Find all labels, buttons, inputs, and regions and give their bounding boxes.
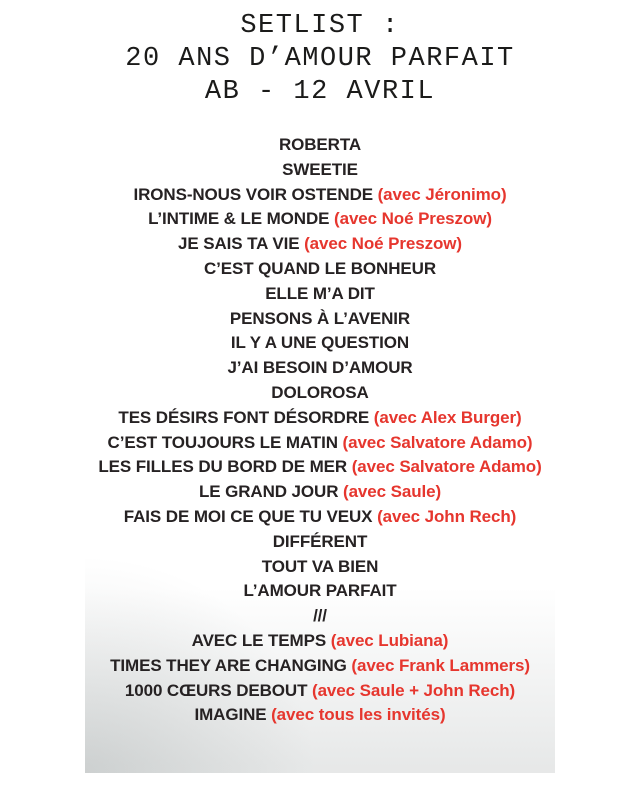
- setlist-row: [85, 431, 555, 456]
- song-title: IL Y A UNE QUESTION: [230, 333, 410, 353]
- song-title: IRONS-NOUS VOIR OSTENDE: [133, 184, 373, 204]
- guest-credit: (avec Alex Burger): [373, 407, 522, 427]
- guest-credit: (avec John Rech): [377, 506, 517, 526]
- song-title: TOUT VA BIEN: [261, 556, 379, 576]
- song-title: PENSONS À L’AVENIR: [229, 308, 411, 328]
- setlist-row: [85, 555, 555, 580]
- guest-credit: (avec Noé Preszow): [304, 234, 462, 254]
- setlist-header-line: SETLIST :: [240, 11, 400, 41]
- setlist-row: [85, 654, 555, 679]
- song-title: AVEC LE TEMPS: [191, 630, 327, 650]
- song-title: L’INTIME & LE MONDE: [148, 209, 330, 229]
- setlist-row: [85, 381, 555, 406]
- setlist-row: [85, 679, 555, 704]
- setlist-row: [85, 307, 555, 332]
- setlist-row: [85, 232, 555, 257]
- guest-credit: (avec Salvatore Adamo): [351, 457, 542, 477]
- song-title: DIFFÉRENT: [272, 531, 368, 551]
- song-title: DOLOROSA: [271, 382, 369, 402]
- setlist-row: [85, 158, 555, 183]
- setlist-header: [85, 10, 555, 109]
- setlist: [85, 133, 555, 728]
- setlist-row: [85, 629, 555, 654]
- setlist-row: [85, 356, 555, 381]
- song-title: JE SAIS TA VIE: [178, 234, 300, 254]
- song-title: ROBERTA: [278, 135, 362, 154]
- setlist-row: [85, 505, 555, 530]
- setlist-row: [85, 207, 555, 232]
- guest-credit: (avec Salvatore Adamo): [342, 432, 533, 452]
- song-title: ///: [313, 606, 327, 626]
- guest-credit: (avec Noé Preszow): [334, 209, 492, 229]
- setlist-row: [85, 703, 555, 728]
- song-title: SWEETIE: [282, 159, 358, 179]
- setlist-row: [85, 530, 555, 555]
- setlist-row: [85, 282, 555, 307]
- song-title: ELLE M’A DIT: [265, 283, 375, 303]
- song-title: TES DÉSIRS FONT DÉSORDRE: [118, 407, 370, 427]
- setlist-header-line: 20 ANS D’AMOUR PARFAIT: [125, 44, 515, 74]
- guest-credit: (avec Saule + John Rech): [312, 680, 516, 700]
- song-title: IMAGINE: [194, 705, 267, 725]
- song-title: FAIS DE MOI CE QUE TU VEUX: [123, 506, 373, 526]
- guest-credit: (avec Lubiana): [330, 630, 449, 650]
- setlist-sheet: [85, 0, 555, 773]
- song-title: C’EST TOUJOURS LE MATIN: [107, 432, 338, 452]
- setlist-header-line: AB - 12 AVRIL: [204, 77, 436, 107]
- setlist-row: [85, 604, 555, 629]
- song-title: L’AMOUR PARFAIT: [243, 581, 397, 601]
- song-title: 1000 CŒURS DEBOUT: [124, 680, 308, 700]
- song-title: LE GRAND JOUR: [198, 482, 339, 502]
- setlist-row: [85, 331, 555, 356]
- song-title: J’AI BESOIN D’AMOUR: [227, 358, 413, 378]
- setlist-row: [85, 480, 555, 505]
- guest-credit: (avec Saule): [343, 482, 442, 502]
- setlist-row: [85, 133, 555, 158]
- guest-credit: (avec tous les invités): [271, 705, 446, 725]
- guest-credit: (avec Frank Lammers): [351, 655, 530, 675]
- guest-credit: (avec Jéronimo): [377, 184, 507, 204]
- song-title: C’EST QUAND LE BONHEUR: [203, 258, 437, 278]
- song-title: TIMES THEY ARE CHANGING: [110, 655, 347, 675]
- setlist-row: [85, 455, 555, 480]
- setlist-row: [85, 257, 555, 282]
- song-title: LES FILLES DU BORD DE MER: [98, 457, 348, 477]
- setlist-row: [85, 183, 555, 208]
- setlist-row: [85, 406, 555, 431]
- setlist-row: [85, 579, 555, 604]
